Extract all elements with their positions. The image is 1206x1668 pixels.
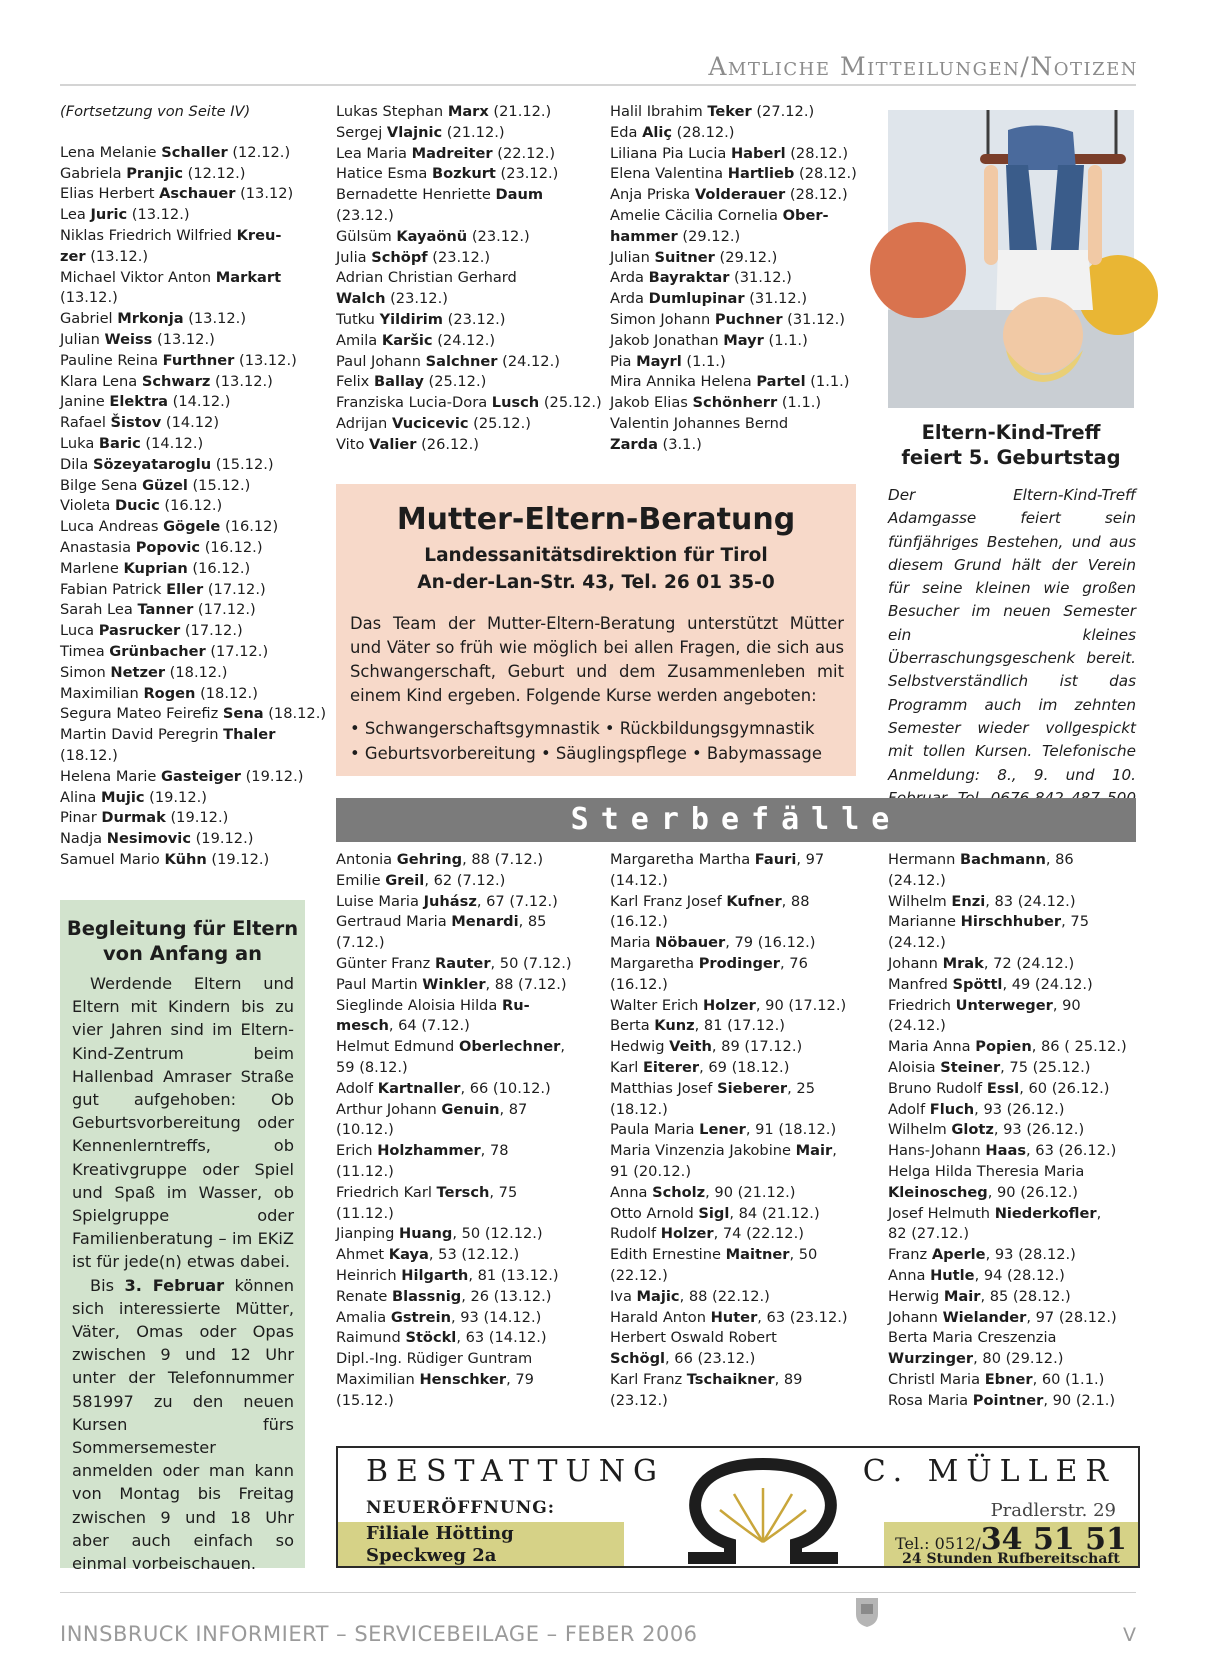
list-item: Hermann Bachmann, 86 xyxy=(888,851,1074,868)
continuation-note: (Fortsetzung von Seite IV) xyxy=(60,103,251,120)
list-item: Sieglinde Aloisia Hilda Ru- xyxy=(336,996,530,1014)
list-item: Otto Arnold Sigl, 84 (21.12.) xyxy=(610,1204,820,1222)
list-item: Franziska Lucia-Dora Lusch (25.12.) xyxy=(336,394,602,412)
list-item: Sergej Vlajnic (21.12.) xyxy=(336,123,505,141)
list-item: Raimund Stöckl, 63 (14.12.) xyxy=(336,1329,547,1347)
list-item: Nadja Nesimovic (19.12.) xyxy=(60,830,254,848)
child-on-rings-illustration xyxy=(888,110,1134,408)
list-item: Helga Hilda Theresia Maria xyxy=(888,1162,1085,1180)
list-item: zer (13.12.) xyxy=(60,247,149,265)
city-crest-icon xyxy=(854,1596,880,1628)
list-item: Gabriela Pranjic (12.12.) xyxy=(60,164,246,182)
list-item: (23.12.) xyxy=(610,1391,668,1409)
ad-branch: Filiale Hötting Speckweg 2a xyxy=(338,1522,624,1566)
ad-title-right: C. MÜLLER xyxy=(862,1454,1116,1489)
list-item: Luca Andreas Gögele (16.12) xyxy=(60,518,279,536)
list-item: Adolf Kartnaller, 66 (10.12.) xyxy=(336,1079,551,1097)
list-item: hammer (29.12.) xyxy=(610,227,741,245)
births-column-1 xyxy=(60,102,327,871)
footer-divider xyxy=(60,1592,1136,1593)
list-item: Pia Mayrl (1.1.) xyxy=(610,352,726,370)
side-article-title: Eltern-Kind-Treff feiert 5. Geburtstag xyxy=(901,421,1121,469)
list-item: (15.12.) xyxy=(336,1391,394,1409)
list-item: Friedrich Karl Tersch, 75 xyxy=(336,1183,518,1201)
list-item: Berta Kunz, 81 (17.12.) xyxy=(610,1017,785,1035)
list-item: Rosa Maria Pointner, 90 (2.1.) xyxy=(888,1391,1116,1409)
births-column-3 xyxy=(610,102,860,456)
list-item: Adolf Fluch, 93 (26.12.) xyxy=(888,1100,1065,1118)
list-item: Dipl.-Ing. Rüdiger Guntram xyxy=(336,1350,533,1368)
list-item: Elena Valentina Hartlieb (28.12.) xyxy=(610,165,857,183)
list-item: Tutku Yildirim (23.12.) xyxy=(336,310,506,328)
ad-address: Pradlerstr. 29 xyxy=(990,1500,1116,1521)
list-item: (11.12.) xyxy=(336,1204,394,1222)
list-item: Luca Pasrucker (17.12.) xyxy=(60,622,243,640)
list-item: Gertraud Maria Menardi, 85 xyxy=(336,913,547,931)
list-item: 82 (27.12.) xyxy=(888,1225,970,1243)
list-item: Mira Annika Helena Partel (1.1.) xyxy=(610,373,850,391)
list-item: Simon Johann Puchner (31.12.) xyxy=(610,310,845,328)
list-item: Eda Aliç (28.12.) xyxy=(610,123,735,141)
list-item: (18.12.) xyxy=(610,1100,668,1118)
list-item: Lea Maria Madreiter (22.12.) xyxy=(336,144,556,162)
list-item: Julian Suitner (29.12.) xyxy=(610,248,778,266)
list-item: Julia Schöpf (23.12.) xyxy=(336,248,491,266)
list-item: Kleinoscheg, 90 (26.12.) xyxy=(888,1183,1078,1201)
list-item: Halil Ibrahim Teker (27.12.) xyxy=(610,103,815,120)
list-item: Amalia Gstrein, 93 (14.12.) xyxy=(336,1308,542,1326)
list-item: Erich Holzhammer, 78 xyxy=(336,1142,509,1160)
list-item: Vito Valier (26.12.) xyxy=(336,435,479,453)
list-item: Jakob Jonathan Mayr (1.1.) xyxy=(610,331,808,349)
list-item: Marianne Hirschhuber, 75 xyxy=(888,913,1089,931)
list-item: Marlene Kuprian (16.12.) xyxy=(60,559,251,577)
list-item: 59 (8.12.) xyxy=(336,1058,408,1076)
list-item: Johann Wielander, 97 (28.12.) xyxy=(888,1308,1117,1326)
list-item: Rudolf Holzer, 74 (22.12.) xyxy=(610,1225,804,1243)
list-item: Wurzinger, 80 (29.12.) xyxy=(888,1350,1064,1368)
list-item: Lea Juric (13.12.) xyxy=(60,206,190,224)
header-divider xyxy=(60,84,1136,86)
list-item: Christl Maria Ebner, 60 (1.1.) xyxy=(888,1370,1105,1388)
list-item: (24.12.) xyxy=(888,1017,946,1035)
list-item: Josef Helmuth Niederkofler, xyxy=(888,1204,1102,1222)
list-item: Heinrich Hilgarth, 81 (13.12.) xyxy=(336,1266,559,1284)
list-item: (24.12.) xyxy=(888,934,946,952)
list-item: Lukas Stephan Marx (21.12.) xyxy=(336,103,552,120)
list-item: Edith Ernestine Maitner, 50 xyxy=(610,1246,818,1264)
list-item: Violeta Ducic (16.12.) xyxy=(60,497,223,515)
list-item: Luka Baric (14.12.) xyxy=(60,434,204,452)
list-item: Gülsüm Kayaönü (23.12.) xyxy=(336,227,530,245)
list-item: Zarda (3.1.) xyxy=(610,435,702,453)
list-item: Lena Melanie Schaller (12.12.) xyxy=(60,143,291,161)
list-item: (22.12.) xyxy=(610,1266,668,1284)
list-item: Hatice Esma Bozkurt (23.12.) xyxy=(336,165,559,183)
list-item: Liliana Pia Lucia Haberl (28.12.) xyxy=(610,144,849,162)
list-item: Gabriel Mrkonja (13.12.) xyxy=(60,310,247,328)
list-item: Berta Maria Creszenzia xyxy=(888,1329,1057,1347)
list-item: Julian Weiss (13.12.) xyxy=(60,330,215,348)
green-box-title: Begleitung für Eltern von Anfang an xyxy=(66,917,299,965)
list-item: Martin David Peregrin Thaler xyxy=(60,726,276,744)
list-item: Valentin Johannes Bernd xyxy=(610,414,789,432)
omega-logo-icon xyxy=(668,1458,858,1564)
list-item: Paul Johann Salchner (24.12.) xyxy=(336,352,560,370)
list-item: Aloisia Steiner, 75 (25.12.) xyxy=(888,1058,1091,1076)
list-item: (10.12.) xyxy=(336,1121,394,1139)
list-item: (23.12.) xyxy=(336,206,394,224)
list-item: (11.12.) xyxy=(336,1162,394,1180)
list-item: Friedrich Unterweger, 90 xyxy=(888,996,1081,1014)
list-item: Paul Martin Winkler, 88 (7.12.) xyxy=(336,975,567,993)
list-item: Maximilian Henschker, 79 xyxy=(336,1370,534,1388)
list-item: Maria Vinzenzia Jakobine Mair, xyxy=(610,1142,837,1160)
green-box-paragraph-2: Bis 3. Februar können sich interessierte Mütter, Väter, Omas oder Opas zwischen 9 und 12 Uhr unter der Telefonnummer 581997 zu den neuen Kursen fürs Sommersemester anmelden oder man kann von Montag bis Freitag zwischen 9 und 18 Uhr aber auch einfach so einmal vorbeischauen. xyxy=(72,1275,295,1574)
ad-new-opening: NEUERÖFFNUNG: xyxy=(366,1498,556,1518)
list-item: Adrijan Vucicevic (25.12.) xyxy=(336,414,531,432)
beratung-text: Das Team der Mutter-Eltern-Beratung unterstützt Mütter und Väter so früh wie möglich bei allen Fragen, die sich aus Schwangerschaft, Geburt und dem Zusammenleben mit einem Kind ergeben. Folgende Kurse werden angeboten: xyxy=(350,614,844,705)
sterbefaelle-title: Sterbefälle xyxy=(570,802,902,837)
list-item: Klara Lena Schwarz (13.12.) xyxy=(60,372,273,390)
beratung-title: Mutter-Eltern-Beratung xyxy=(396,502,796,537)
list-item: Margaretha Prodinger, 76 xyxy=(610,954,808,972)
list-item: Rafael Šistov (14.12) xyxy=(60,414,220,432)
list-item: Bruno Rudolf Essl, 60 (26.12.) xyxy=(888,1079,1110,1097)
list-item: Maria Nöbauer, 79 (16.12.) xyxy=(610,934,816,952)
list-item: Matthias Josef Sieberer, 25 xyxy=(610,1079,815,1097)
list-item: Helena Marie Gasteiger (19.12.) xyxy=(60,767,304,785)
list-item: Dila Sözeyataroglu (15.12.) xyxy=(60,455,274,473)
list-item: Amelie Cäcilia Cornelia Ober- xyxy=(610,206,829,224)
side-article-text: Der Eltern-Kind-Treff Adamgasse feiert sein fünfjähriges Bestehen, und aus diesem Grund hält der Verein für seine kleinen wie großen Besucher im neuen Semester ein kleines Überraschungsgeschenk bereit. Selbstverständlich ist das Programm auch im zehnten Semester wieder vollgespickt mit tollen Kursen. Telefonische Anmeldung: 8., 9. und 10. xyxy=(888,486,1136,784)
list-item: Manfred Spöttl, 49 (24.12.) xyxy=(888,975,1093,993)
list-item: (7.12.) xyxy=(336,934,385,952)
list-item: Jianping Huang, 50 (12.12.) xyxy=(336,1225,543,1243)
list-item: Karl Eiterer, 69 (18.12.) xyxy=(610,1058,790,1076)
list-item: (16.12.) xyxy=(610,975,668,993)
list-item: Anna Scholz, 90 (21.12.) xyxy=(610,1183,796,1201)
list-item: Samuel Mario Kühn (19.12.) xyxy=(60,850,270,868)
list-item: Franz Aperle, 93 (28.12.) xyxy=(888,1246,1076,1264)
list-item: Sarah Lea Tanner (17.12.) xyxy=(60,601,256,619)
beratung-box xyxy=(336,484,856,776)
list-item: Felix Ballay (25.12.) xyxy=(336,373,487,391)
ad-phone: Tel.: 0512/34 51 51 24 Stunden Rufbereitschaft xyxy=(884,1522,1138,1566)
list-item: Janine Elektra (14.12.) xyxy=(60,393,231,411)
list-item: Johann Mrak, 72 (24.12.) xyxy=(888,954,1075,972)
list-item: Harald Anton Huter, 63 (23.12.) xyxy=(610,1308,848,1326)
list-item: Arda Dumlupinar (31.12.) xyxy=(610,290,808,308)
list-item: Karl Franz Josef Kufner, 88 xyxy=(610,892,810,910)
list-item: Maria Anna Popien, 86 ( 25.12.) xyxy=(888,1038,1127,1056)
beratung-courses: • Schwangerschaftsgymnastik • Rückbildungsgymnastik • Geburtsvorbereitung • Säuglingspflege • Babymassage xyxy=(350,719,822,763)
list-item: Amila Karšic (24.12.) xyxy=(336,331,496,349)
list-item: Elias Herbert Aschauer (13.12) xyxy=(60,185,294,203)
list-item: Anastasia Popovic (16.12.) xyxy=(60,538,263,556)
bestattung-ad xyxy=(336,1446,1140,1568)
list-item: 91 (20.12.) xyxy=(610,1162,692,1180)
list-item: Paula Maria Lener, 91 (18.12.) xyxy=(610,1121,837,1139)
list-item: Alina Mujic (19.12.) xyxy=(60,788,207,806)
list-item: Schögl, 66 (23.12.) xyxy=(610,1350,756,1368)
list-item: Hedwig Veith, 89 (17.12.) xyxy=(610,1038,803,1056)
list-item: Helmut Edmund Oberlechner, xyxy=(336,1038,565,1056)
footer-publication: INNSBRUCK INFORMIERT – SERVICEBEILAGE – FEBER 2006 xyxy=(60,1622,698,1646)
list-item: Walter Erich Holzer, 90 (17.12.) xyxy=(610,996,847,1014)
list-item: Bernadette Henriette Daum xyxy=(336,186,544,204)
list-item: Adrian Christian Gerhard xyxy=(336,269,517,287)
list-item: Iva Majic, 88 (22.12.) xyxy=(610,1287,770,1305)
list-item: Pinar Durmak (19.12.) xyxy=(60,809,229,827)
section-header: Amtliche Mitteilungen/Notizen xyxy=(708,52,1138,81)
list-item: Simon Netzer (18.12.) xyxy=(60,663,228,681)
list-item: Wilhelm Enzi, 83 (24.12.) xyxy=(888,892,1076,910)
births-column-2 xyxy=(336,102,602,456)
deaths-column-2 xyxy=(610,850,860,1412)
list-item: Emilie Greil, 62 (7.12.) xyxy=(336,871,506,889)
list-item: Anna Hutle, 94 (28.12.) xyxy=(888,1266,1065,1284)
page-number: V xyxy=(1123,1624,1136,1646)
list-item: Jakob Elias Schönherr (1.1.) xyxy=(610,394,822,412)
deaths-column-3 xyxy=(888,850,1138,1412)
list-item: Antonia Gehring, 88 (7.12.) xyxy=(336,851,544,868)
beratung-subtitle: Landessanitätsdirektion für Tirol An-der-Lan-Str. 43, Tel. 26 01 35-0 xyxy=(417,545,775,593)
list-item: Fabian Patrick Eller (17.12.) xyxy=(60,580,266,598)
list-item: Herbert Oswald Robert xyxy=(610,1329,777,1347)
list-item: Niklas Friedrich Wilfried Kreu- xyxy=(60,226,282,244)
list-item: Ahmet Kaya, 53 (12.12.) xyxy=(336,1246,520,1264)
list-item: Hans-Johann Haas, 63 (26.12.) xyxy=(888,1142,1117,1160)
child-photo xyxy=(888,110,1134,408)
list-item: Michael Viktor Anton Markart xyxy=(60,268,282,286)
list-item: Günter Franz Rauter, 50 (7.12.) xyxy=(336,954,572,972)
list-item: Arthur Johann Genuin, 87 xyxy=(336,1100,528,1118)
list-item: mesch, 64 (7.12.) xyxy=(336,1017,470,1035)
list-item: Bilge Sena Güzel (15.12.) xyxy=(60,476,251,494)
list-item: (18.12.) xyxy=(60,746,118,764)
list-item: Margaretha Martha Fauri, 97 xyxy=(610,851,825,868)
list-item: Walch (23.12.) xyxy=(336,290,448,308)
list-item: Herwig Mair, 85 (28.12.) xyxy=(888,1287,1071,1305)
list-item: Wilhelm Glotz, 93 (26.12.) xyxy=(888,1121,1085,1139)
list-item: (16.12.) xyxy=(610,913,668,931)
list-item: Segura Mateo Feirefiz Sena (18.12.) xyxy=(60,705,327,723)
list-item: Anja Priska Volderauer (28.12.) xyxy=(610,186,848,204)
list-item: Renate Blassnig, 26 (13.12.) xyxy=(336,1287,552,1305)
list-item: (14.12.) xyxy=(610,871,668,889)
sterbefaelle-banner xyxy=(336,798,1136,842)
list-item: (24.12.) xyxy=(888,871,946,889)
list-item: Luise Maria Juhász, 67 (7.12.) xyxy=(336,892,558,910)
deaths-column-1 xyxy=(336,850,581,1412)
list-item: Maximilian Rogen (18.12.) xyxy=(60,684,258,702)
list-item: Karl Franz Tschaikner, 89 xyxy=(610,1370,803,1388)
ad-title-left: BESTATTUNG xyxy=(366,1454,665,1489)
list-item: Arda Bayraktar (31.12.) xyxy=(610,269,792,287)
list-item: Pauline Reina Furthner (13.12.) xyxy=(60,351,297,369)
list-item: Timea Grünbacher (17.12.) xyxy=(60,642,269,660)
green-box-text: Werdende Eltern und Eltern mit Kindern bis zu vier Jahren sind im Eltern-Kind-Zentrum beim Hallenbad Amraser Straße gut aufgehoben: Ob Geburtsvorbereitung oder Kennenlerntreffs, ob Kreativgruppe oder Spiel und Spaß im Wasser, ob Spielgruppe oder Familienberatung – im EKiZ ist für jede(n) etwas dabei. Bis 3. Februar können sich interessierte Mütter, Väter, Omas oder Opas zwischen 9 und 12 Uhr unter der Telefonnummer 581997 zu den neuen Kursen fürs Sommersemester anmelden oder man kann von Montag bis Freitag zwischen 9 und 18 Uhr aber auch einfach so einmal vorbeischauen. xyxy=(72,972,294,1575)
list-item: (13.12.) xyxy=(60,289,118,307)
eltern-begleitung-box xyxy=(60,900,305,1574)
